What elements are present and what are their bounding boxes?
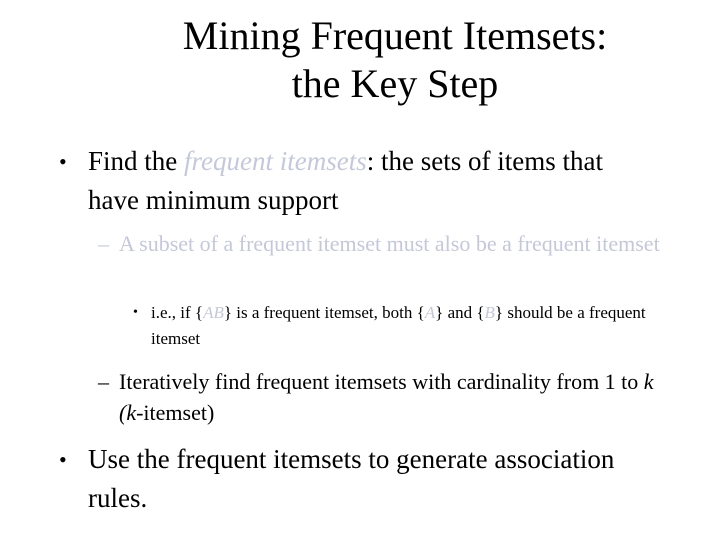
example-b: B bbox=[484, 303, 495, 322]
dash-marker: – bbox=[98, 369, 109, 394]
example-text-2: } is a frequent itemset, both { bbox=[223, 303, 425, 322]
iterative-text-3: -itemset) bbox=[136, 400, 215, 425]
example-text-1: i.e., if { bbox=[151, 303, 204, 322]
sub-sub-bullet-example bbox=[133, 300, 676, 352]
sub-bullet-iterative bbox=[98, 366, 664, 428]
example-ab: AB bbox=[203, 303, 224, 322]
bullet-emphasis: frequent itemsets bbox=[184, 146, 367, 176]
iterative-k: k bbox=[643, 369, 654, 394]
example-text-4: } should be a frequent itemset bbox=[151, 303, 646, 348]
title-line-2: the Key Step bbox=[291, 61, 499, 106]
bullet-text: Use the frequent itemsets to generate association rules. bbox=[88, 444, 615, 513]
sub-bullet-text: A subset of a frequent itemset must also be a frequent itemset bbox=[119, 231, 660, 256]
example-a: A bbox=[424, 303, 436, 322]
bullet-text-pre: Find the bbox=[88, 146, 185, 176]
iterative-text-1: Iteratively find frequent itemsets with cardinality from 1 to bbox=[119, 369, 644, 394]
iterative-text-2: ( bbox=[119, 400, 127, 425]
dash-marker: – bbox=[98, 231, 109, 256]
bullet-association-rules bbox=[59, 440, 648, 518]
title-line-1: Mining Frequent Itemsets: bbox=[182, 13, 608, 58]
bullet-frequent-itemsets bbox=[59, 142, 648, 220]
bullet-marker: • bbox=[59, 447, 67, 472]
example-text-3: } and { bbox=[435, 303, 485, 322]
bullet-marker: • bbox=[133, 305, 138, 320]
iterative-k2: k bbox=[126, 400, 137, 425]
bullet-text-post: : the sets of items that have minimum support bbox=[88, 146, 603, 215]
sub-bullet-subset-property bbox=[98, 228, 664, 259]
bullet-marker: • bbox=[59, 149, 67, 174]
